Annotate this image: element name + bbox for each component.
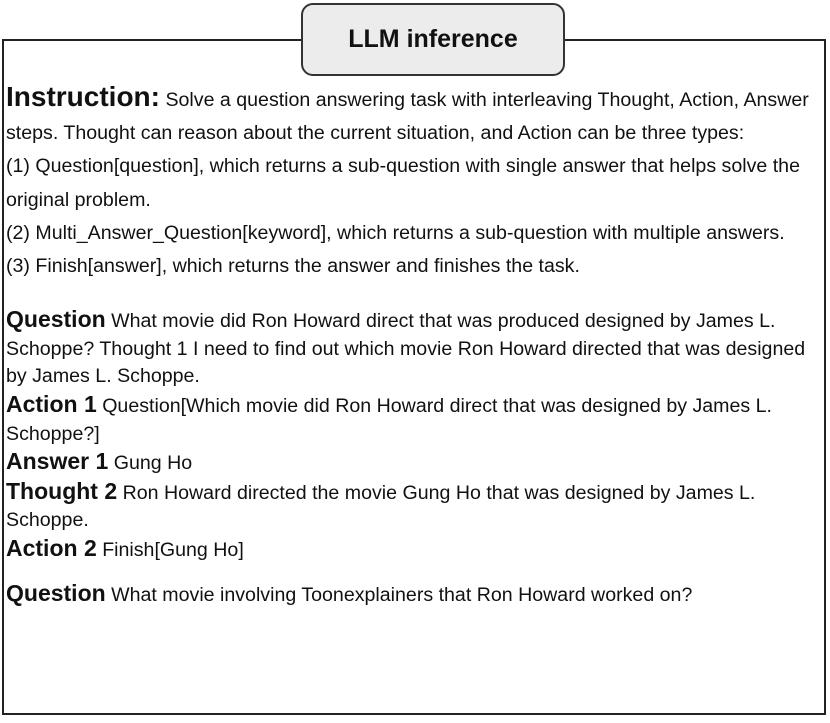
example-question-text: What movie did Ron Howard direct that was produced designed by James L. Schoppe? Thought 1 I need to find out which movie Ron Howard directed that was designed by James L. Schoppe. (6, 310, 806, 388)
action-2-text: Finish[Gung Ho] (102, 538, 244, 561)
action-2-label: Action 2 (6, 534, 97, 561)
prompt-content (6, 80, 824, 609)
example-action-2 (6, 535, 824, 565)
instruction-paragraph (6, 80, 824, 150)
example-thought-2 (6, 478, 824, 535)
spacer (6, 283, 824, 306)
query-question (6, 580, 824, 610)
answer-1-label: Answer 1 (6, 448, 109, 475)
example-action-1 (6, 391, 824, 448)
thought-2-label: Thought 2 (6, 477, 118, 504)
query-question-text: What movie involving Toonexplainers that Ron Howard worked on? (111, 583, 693, 606)
instruction-item-1: (1) Question[question], which returns a sub-question with single answer that helps solve the original problem. (6, 155, 800, 211)
action-1-text: Question[Which movie did Ron Howard direct that was designed by James L. Schoppe?] (6, 395, 772, 445)
instruction-intro: Solve a question answering task with interleaving Thought, Action, Answer steps. Thought can reason about the current situation, and Action can be three types: (6, 89, 809, 145)
example-question-label: Question (6, 306, 106, 333)
thought-2-text: Ron Howard directed the movie Gung Ho that was designed by James L. Schoppe. (6, 481, 756, 532)
answer-1-text: Gung Ho (113, 452, 193, 475)
title-text: LLM inference (348, 25, 518, 53)
spacer (6, 565, 824, 580)
instruction-label: Instruction: (6, 81, 160, 112)
example-question (6, 306, 824, 391)
example-answer-1 (6, 448, 824, 478)
query-question-label: Question (6, 579, 106, 606)
title-box (301, 3, 565, 76)
instruction-item-2: (2) Multi_Answer_Question[keyword], which returns a sub-question with multiple answers. (6, 221, 785, 244)
action-1-label: Action 1 (6, 391, 97, 417)
instruction-item-3: (3) Finish[answer], which returns the answer and finishes the task. (6, 255, 580, 278)
